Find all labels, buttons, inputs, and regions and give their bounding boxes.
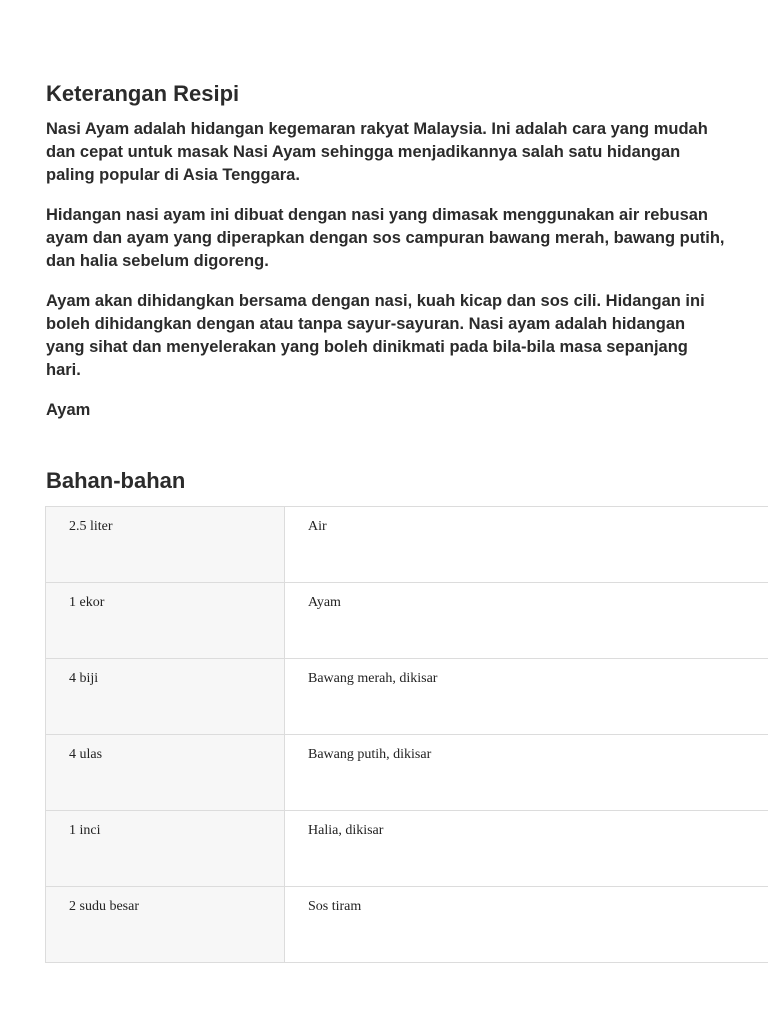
recipe-description-heading: Keterangan Resipi: [46, 81, 240, 106]
table-row: [46, 887, 768, 963]
ingredient-name: Bawang putih, dikisar: [285, 735, 768, 811]
ingredient-quantity: 4 biji: [46, 659, 285, 735]
ingredient-quantity: 1 inci: [46, 811, 285, 887]
ingredients-table: [45, 506, 768, 963]
ingredients-heading: Bahan-bahan: [46, 468, 186, 493]
ingredient-quantity: 4 ulas: [46, 735, 285, 811]
recipe-category-tag: Ayam: [46, 401, 91, 419]
ingredient-name: Bawang merah, dikisar: [285, 659, 768, 735]
ingredient-quantity: 2.5 liter: [46, 507, 285, 583]
table-row: [46, 659, 768, 735]
table-row: [46, 507, 768, 583]
ingredient-name: Sos tiram: [285, 887, 768, 963]
description-paragraph-3: Ayam akan dihidangkan bersama dengan nasi, kuah kicap dan sos cili. Hidangan ini boleh dihidangkan dengan atau tanpa sayur-sayuran. Nasi ayam adalah hidangan yang sihat dan menyelerakan yang boleh dinikmati pada bila-bila masa sepanjang hari.: [46, 292, 705, 379]
ingredient-name: Ayam: [285, 583, 768, 659]
ingredient-name: Air: [285, 507, 768, 583]
recipe-description-section: [46, 80, 726, 422]
table-row: [46, 735, 768, 811]
description-paragraph-1: Nasi Ayam adalah hidangan kegemaran rakyat Malaysia. Ini adalah cara yang mudah dan cepat untuk masak Nasi Ayam sehingga menjadikannya salah satu hidangan paling popular di Asia Tenggara.: [46, 120, 708, 184]
table-row: [46, 583, 768, 659]
description-paragraph-2: Hidangan nasi ayam ini dibuat dengan nasi yang dimasak menggunakan air rebusan ayam dan ayam yang diperapkan dengan sos campuran bawang merah, bawang putih, dan halia sebelum digoreng.: [46, 206, 725, 270]
ingredient-quantity: 2 sudu besar: [46, 887, 285, 963]
ingredient-quantity: 1 ekor: [46, 583, 285, 659]
table-row: [46, 811, 768, 887]
ingredient-name: Halia, dikisar: [285, 811, 768, 887]
